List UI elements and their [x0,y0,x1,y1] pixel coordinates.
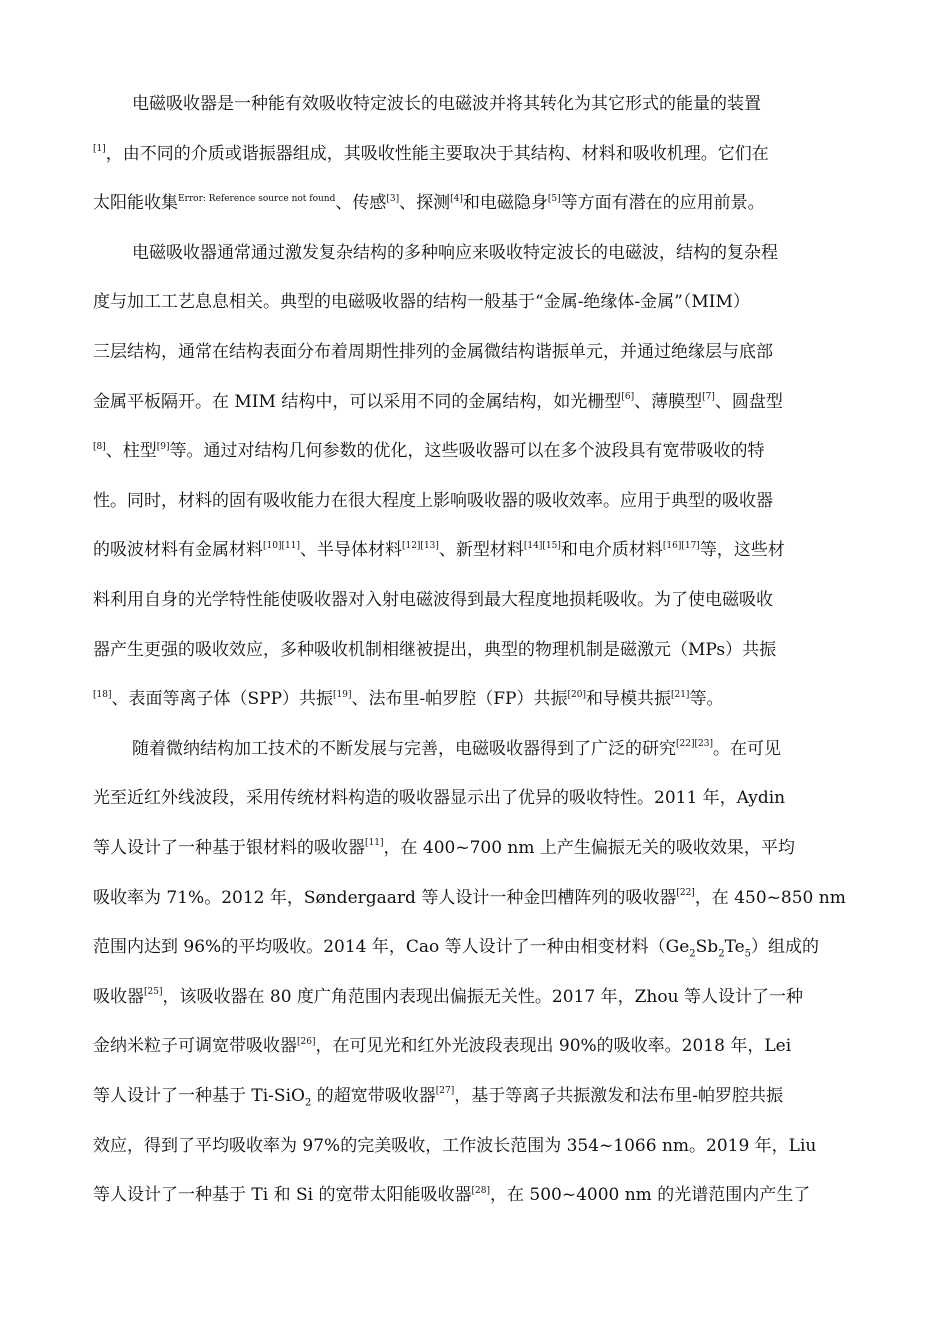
text-run: 、新型材料 [438,540,524,561]
citation-ref: [28] [471,1185,490,1196]
text-run: Te [724,937,745,958]
citation-ref: [22][23] [676,739,713,750]
citation-ref: [18] [93,689,112,700]
citation-ref: [22] [676,887,695,898]
text-line [93,985,803,1009]
citation-ref: [19] [333,689,352,700]
text-run: 电磁吸收器通常通过激发复杂结构的多种响应来吸收特定波长的电磁波，结构的复杂程 [132,242,778,263]
text-run: 三层结构，通常在结构表面分布着周期性排列的金属微结构谐振单元，并通过绝缘层与底部 [93,342,773,362]
text-line [93,191,765,215]
text-run: ，在 500~4000 nm 的光谱范围内产生了 [489,1185,811,1206]
text-run: 等。 [689,689,724,710]
citation-ref: [16][17] [662,540,700,551]
text-line [93,439,765,463]
text-run: 太阳能收集 [93,193,178,214]
citation-ref: [27] [435,1086,455,1097]
text-line [93,886,846,910]
subscript: 2 [718,948,725,960]
text-run: 吸收率为 71%。2012 年，Søndergaard 等人设计一种金凹槽阵列的吸收器 [93,887,677,908]
text-line [93,786,785,810]
text-line [93,1084,783,1108]
text-line [132,737,781,761]
text-run: 等。通过对结构几何参数的优化，这些吸收器可以在多个波段具有宽带吸收的特 [169,441,765,462]
text-run: 、圆盘型 [714,391,783,412]
text-line [93,538,785,562]
citation-ref: Error: Reference source not found [178,193,336,204]
text-run: ，基于等离子共振激发和法布里-帕罗腔共振 [454,1086,783,1106]
citation-ref: [8] [93,441,106,452]
citation-ref: [26] [297,1036,316,1047]
text-run: 等人设计了一种基于银材料的吸收器 [93,838,365,858]
text-line [93,290,750,314]
text-run: 、薄膜型 [634,391,703,412]
text-line [132,92,761,116]
text-run: 的吸波材料有金属材料 [93,540,263,561]
citation-ref: [25] [144,987,163,998]
text-run: 等方面有潜在的应用前景。 [560,193,765,214]
text-run: 、半导体材料 [299,540,402,561]
text-line [132,241,778,265]
text-run: 范围内达到 96%的平均吸收。2014 年，Cao 等人设计了一种由相变材料（Ge [93,937,690,958]
text-run: 吸收器 [93,986,144,1007]
text-run: 随着微纳结构加工技术的不断发展与完善，电磁吸收器得到了广泛的研究 [132,738,676,759]
text-line [93,489,773,513]
text-run: 金属平板隔开。在 MIM 结构中，可以采用不同的金属结构，如光栅型 [93,391,622,412]
citation-ref: [5] [547,193,561,204]
text-line [93,142,769,166]
text-run: 等人设计了一种基于 Ti-SiO [93,1086,305,1106]
text-run: 光至近红外线波段，采用传统材料构造的吸收器显示出了优异的吸收特性。2011 年，Aydin [93,788,786,809]
text-run: 器产生更强的吸收效应，多种吸收机制相继被提出，典型的物理机制是磁激元（MPs）共振 [93,639,777,660]
citation-ref: [3] [386,193,400,204]
text-line [93,687,723,711]
citation-ref: [6] [621,391,635,402]
text-run: 度与加工工艺息息相关。典型的电磁吸收器的结构一般基于“金属-绝缘体-金属”（MIM） [93,292,750,313]
citation-ref: [20] [567,689,586,700]
text-run: 、探测 [399,193,451,214]
citation-ref: [12][13] [401,540,439,551]
text-run: ，在 450~850 nm [694,887,846,908]
text-run: 性。同时，材料的固有吸收能力在很大程度上影响吸收器的吸收效率。应用于典型的吸收器 [93,490,773,511]
text-run: 效应，得到了平均吸收率为 97%的完美吸收，工作波长范围为 354~1066 nm。2019 年，Liu [93,1135,817,1156]
text-run: 金纳米粒子可调宽带吸收器 [93,1036,297,1057]
text-line [93,836,795,860]
text-run: 料利用自身的光学特性能使吸收器对入射电磁波得到最大程度地损耗吸收。为了使电磁吸收 [93,590,773,610]
text-run: 和电磁隐身 [462,193,548,214]
text-run: ，在 400~700 nm 上产生偏振无关的吸收效果，平均 [383,838,795,858]
text-run: 电磁吸收器是一种能有效吸收特定波长的电磁波并将其转化为其它形式的能量的装置 [132,94,761,114]
subscript: 5 [744,948,752,960]
citation-ref: [7] [702,391,715,402]
citation-ref: [9] [156,441,170,452]
text-run: ，该吸收器在 80 度广角范围内表现出偏振无关性。2017 年，Zhou 等人设计了一种 [162,986,803,1007]
text-line [93,1183,810,1207]
text-run: 和电介质材料 [560,540,663,561]
text-run: ，由不同的介质或谐振器组成，其吸收性能主要取决于其结构、材料和吸收机理。它们在 [105,143,769,164]
text-run: 。在可见 [712,738,781,759]
text-line [93,1034,791,1058]
text-line [93,390,783,414]
text-run: 、法布里-帕罗腔（FP）共振 [351,689,568,710]
text-run: 、传感 [335,193,387,214]
text-run: ，在可见光和红外光波段表现出 90%的吸收率。2018 年，Lei [315,1036,792,1057]
text-line [93,340,773,364]
citation-ref: [14][15] [523,540,561,551]
text-run: ）组成的 [751,937,820,958]
text-run: 、柱型 [105,441,157,462]
subscript: 2 [304,1097,312,1109]
citation-ref: [10][11] [263,540,300,551]
text-run: 和导模共振 [585,689,671,710]
text-run: 等，这些材 [699,540,785,561]
subscript: 2 [689,948,696,960]
text-run: 、表面等离子体（SPP）共振 [111,689,334,710]
text-line [93,638,776,662]
text-run: Sb [695,937,719,958]
text-run: 的超宽带吸收器 [311,1086,436,1106]
text-line [93,588,773,612]
text-line [93,1134,816,1158]
citation-ref: [1] [93,143,106,154]
text-run: 等人设计了一种基于 Ti 和 Si 的宽带太阳能吸收器 [93,1185,472,1206]
citation-ref: [21] [670,689,690,700]
text-line [93,935,819,959]
citation-ref: [4] [450,193,463,204]
citation-ref: [11] [365,838,384,849]
